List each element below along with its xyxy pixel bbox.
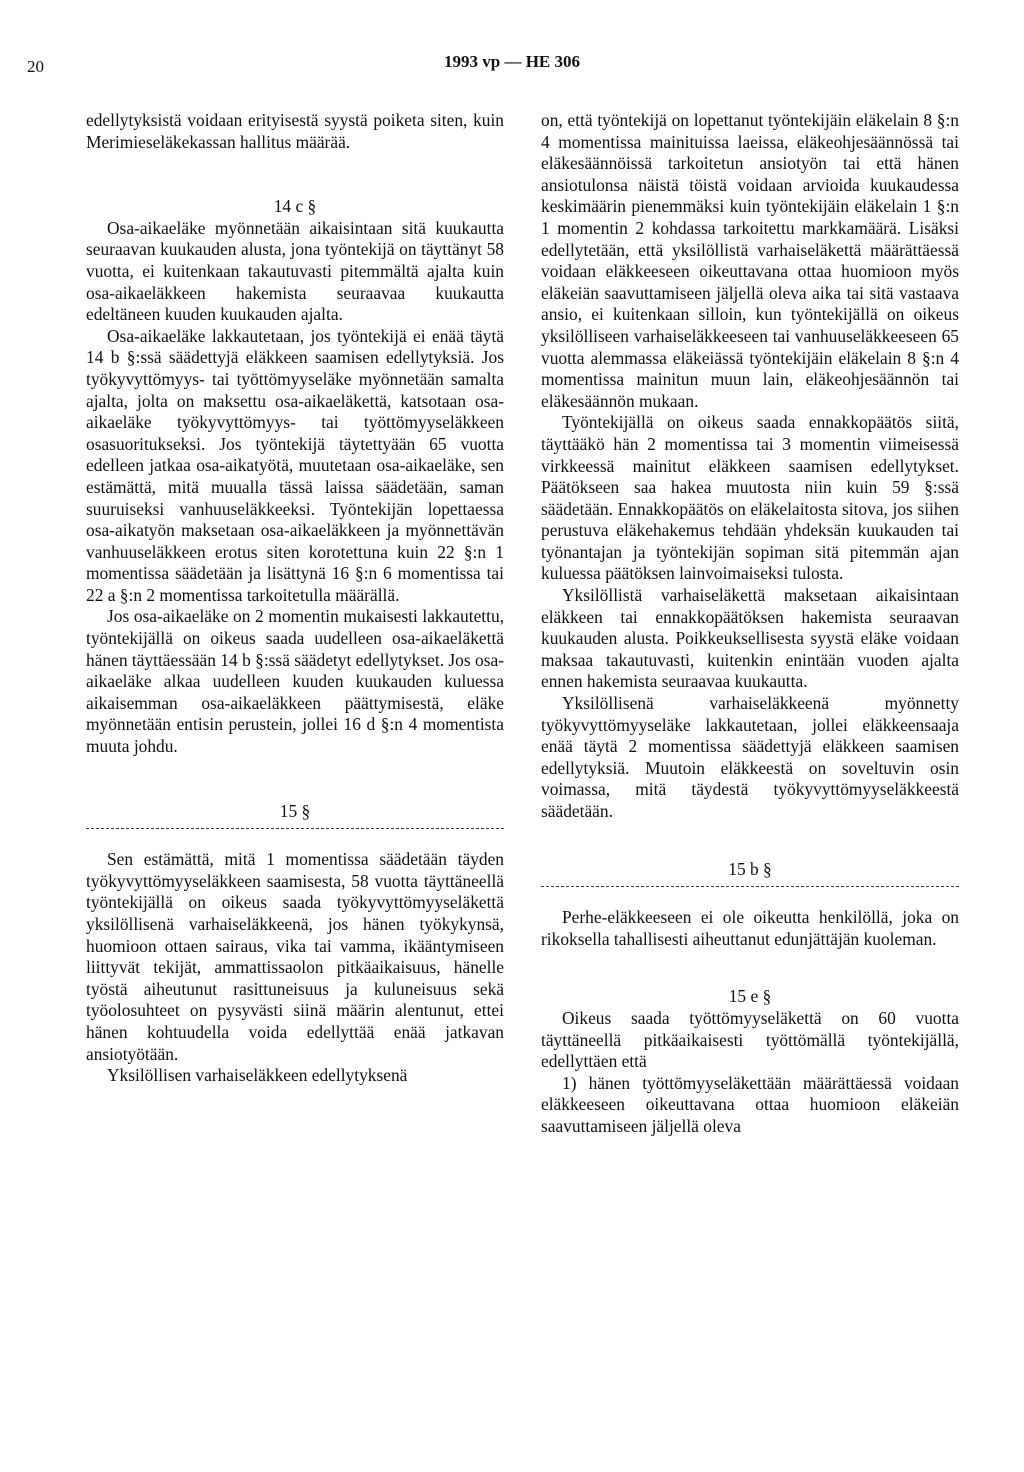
running-head: 1993 vp — HE 306 <box>443 52 581 71</box>
right-column <box>541 110 959 1138</box>
paragraph: Yksilöllisenä varhaiseläkkeenä myönnetty työkyvyttömyyseläke lakkautetaan, jollei eläkkeensaaja enää täytä 2 momentissa säädettyjä eläkkeen saamisen edellytyksiä. Muutoin eläkkeestä on soveltuvin osin voimassa, mitä täydestä työkyvyttömyyseläkkeestä säädetään. <box>541 693 959 821</box>
omission-dashes <box>541 886 959 887</box>
paragraph: Perhe-eläkkeeseen ei ole oikeutta henkilöllä, joka on rikoksella tahallisesti aiheuttanut edunjättäjän kuoleman. <box>541 907 959 949</box>
page-number: 20 <box>27 57 44 76</box>
paragraph: Työntekijällä on oikeus saada ennakkopäätös siitä, täyttääkö hän 2 momentissa tai 3 momentin viimeisessä virkkeessä mainitut eläkkeen saamisen edellytykset. Päätökseen saa hakea muutosta niin kuin 59 §:ssä säädetään. Ennakkopäätös on eläkelaitosta sitova, jos siihen perustuva eläkehakemus tehdään yhdeksän kuukauden tai työnantajan ja työntekijän sopiman sitä pitemmän ajan kuluessa päätöksen lainvoimaiseksi tulosta. <box>541 412 959 584</box>
paragraph: Osa-aikaeläke myönnetään aikaisintaan sitä kuukautta seuraavan kuukauden alusta, jona työntekijä on täyttänyt 58 vuotta, ei kuitenkaan takautuvasti pitemmältä ajalta kuin osa-aikaeläkkeen hakemista seuraavaa kuukautta edeltäneen kuuden kuukauden ajalta. <box>86 217 504 325</box>
section-heading-15e: 15 e § <box>728 986 772 1007</box>
paragraph: Osa-aikaeläke lakkautetaan, jos työntekijä ei enää täytä 14 b §:ssä säädettyjä eläkkeen saamisen edellytyksiä. Jos työkyvyttömyys- tai työttömyyseläke myönnetään samalta ajalta, jolta on maksettu osa-aikaeläkettä, katsotaan osa-aikaeläke työkyvyttömyys- tai työttömyyseläkkeen osasuoritukseksi. Jos työntekijä täytettyään 65 vuotta edelleen jatkaa osa-aikatyötä, muutetaan osa-aikaeläke, sen estämättä, mitä muualla tässä laissa säädetään, saman suuruiseksi vanhuuseläkkeeksi. Työntekijän lopettaessa osa-aikatyön maksetaan osa-aikaeläkkeen ja myönnettävän vanhuuseläkkeen erotus siten korotettuna kuin 22 §:n 1 momentissa säädetään ja lisättynä 16 §:n 6 momentissa tai 22 a §:n 2 momentissa tarkoitetulla määrällä. <box>86 325 504 605</box>
paragraph: on, että työntekijä on lopettanut työntekijäin eläkelain 8 §:n 4 momentissa mainituissa laeissa, eläkeohjesäännössä tai eläkesäännöissä tarkoitetun ansiotyön tai että hänen ansiotulonsa näistä töistä voidaan arvioida kuukaudessa keskimäärin pienemmäksi kuin työntekijäin eläkelain 1 §:n 1 momentin 2 kohdassa tarkoitettu markkamäärä. Lisäksi edellytetään, että yksilöllistä varhaiseläkettä määrättäessä voidaan eläkkeeseen oikeuttavana ottaa huomioon myös eläkeiän saavuttamiseen jäljellä oleva aika tai sitä vastaava ansio, ei kuitenkaan silloin, kun työntekijällä on oikeus yksilölliseen varhaiseläkkeeseen tai vanhuuseläkkeeseen 65 vuotta alemmassa eläkeiässä työntekijäin eläkelain 8 §:n 4 momentissa mainitun muun lain, eläkeohjesäännön tai eläkesäännön mukaan. <box>541 110 959 411</box>
paragraph: Oikeus saada työttömyyseläkettä on 60 vuotta täyttäneellä pitkäaikaisesti työttömällä työntekijällä, edellyttäen että <box>541 1007 959 1072</box>
intro-paragraph: edellytyksistä voidaan erityisestä syystä poiketa siten, kuin Merimieseläkekassan hallitus määrää. <box>86 110 504 152</box>
section-heading-14c: 14 c § <box>273 196 317 217</box>
list-item: 1) hänen työttömyyseläkettään määrättäessä voidaan eläkkeeseen oikeuttavana ottaa huomioon eläkeiän saavuttamiseen jäljellä oleva <box>541 1072 959 1136</box>
left-column <box>86 110 504 1087</box>
section-heading-15: 15 § <box>279 800 311 821</box>
paragraph: Jos osa-aikaeläke on 2 momentin mukaisesti lakkautettu, työntekijällä on oikeus saada uudelleen osa-aikaeläkettä hänen täyttäessään 14 b §:ssä säädetyt edellytykset. Jos osa-aikaeläke alkaa uudelleen kuuden kuukauden kuluessa aikaisemman osa-aikaeläkkeen päättymisestä, eläke myönnetään entisin perustein, jollei 16 d §:n 4 momentista muuta johdu. <box>86 606 504 757</box>
paragraph: Yksilöllisen varhaiseläkkeen edellytyksenä <box>107 1065 408 1086</box>
section-heading-15b: 15 b § <box>728 858 772 879</box>
paragraph: Yksilöllistä varhaiseläkettä maksetaan aikaisintaan eläkkeen tai ennakkopäätöksen hakemista seuraavan kuukauden alusta. Poikkeuksellisesta syystä eläke voidaan maksaa takautuvasti, kuitenkin enintään vuoden ajalta ennen hakemista seuraavaa kuukautta. <box>541 585 959 692</box>
omission-dashes <box>86 828 504 829</box>
paragraph: Sen estämättä, mitä 1 momentissa säädetään täyden työkyvyttömyyseläkkeen saamisesta, 58 vuotta täyttäneellä työntekijällä on oikeus saada työkyvyttömyyseläkettä yksilöllisenä varhaiseläkkeenä, jos hänen työkykynsä, huomioon ottaen sairaus, vika tai vamma, ikääntymiseen liittyvät tekijät, ammattissaolon pitkäaikaisuus, hänelle työstä aiheutunut rasittuneisuus ja kuluneisuus sekä työolosuhteet on pysyvästi siinä määrin alentunut, ettei hänen kohtuudella voida edellyttää enää jatkavan ansiotyötään. <box>86 849 504 1064</box>
